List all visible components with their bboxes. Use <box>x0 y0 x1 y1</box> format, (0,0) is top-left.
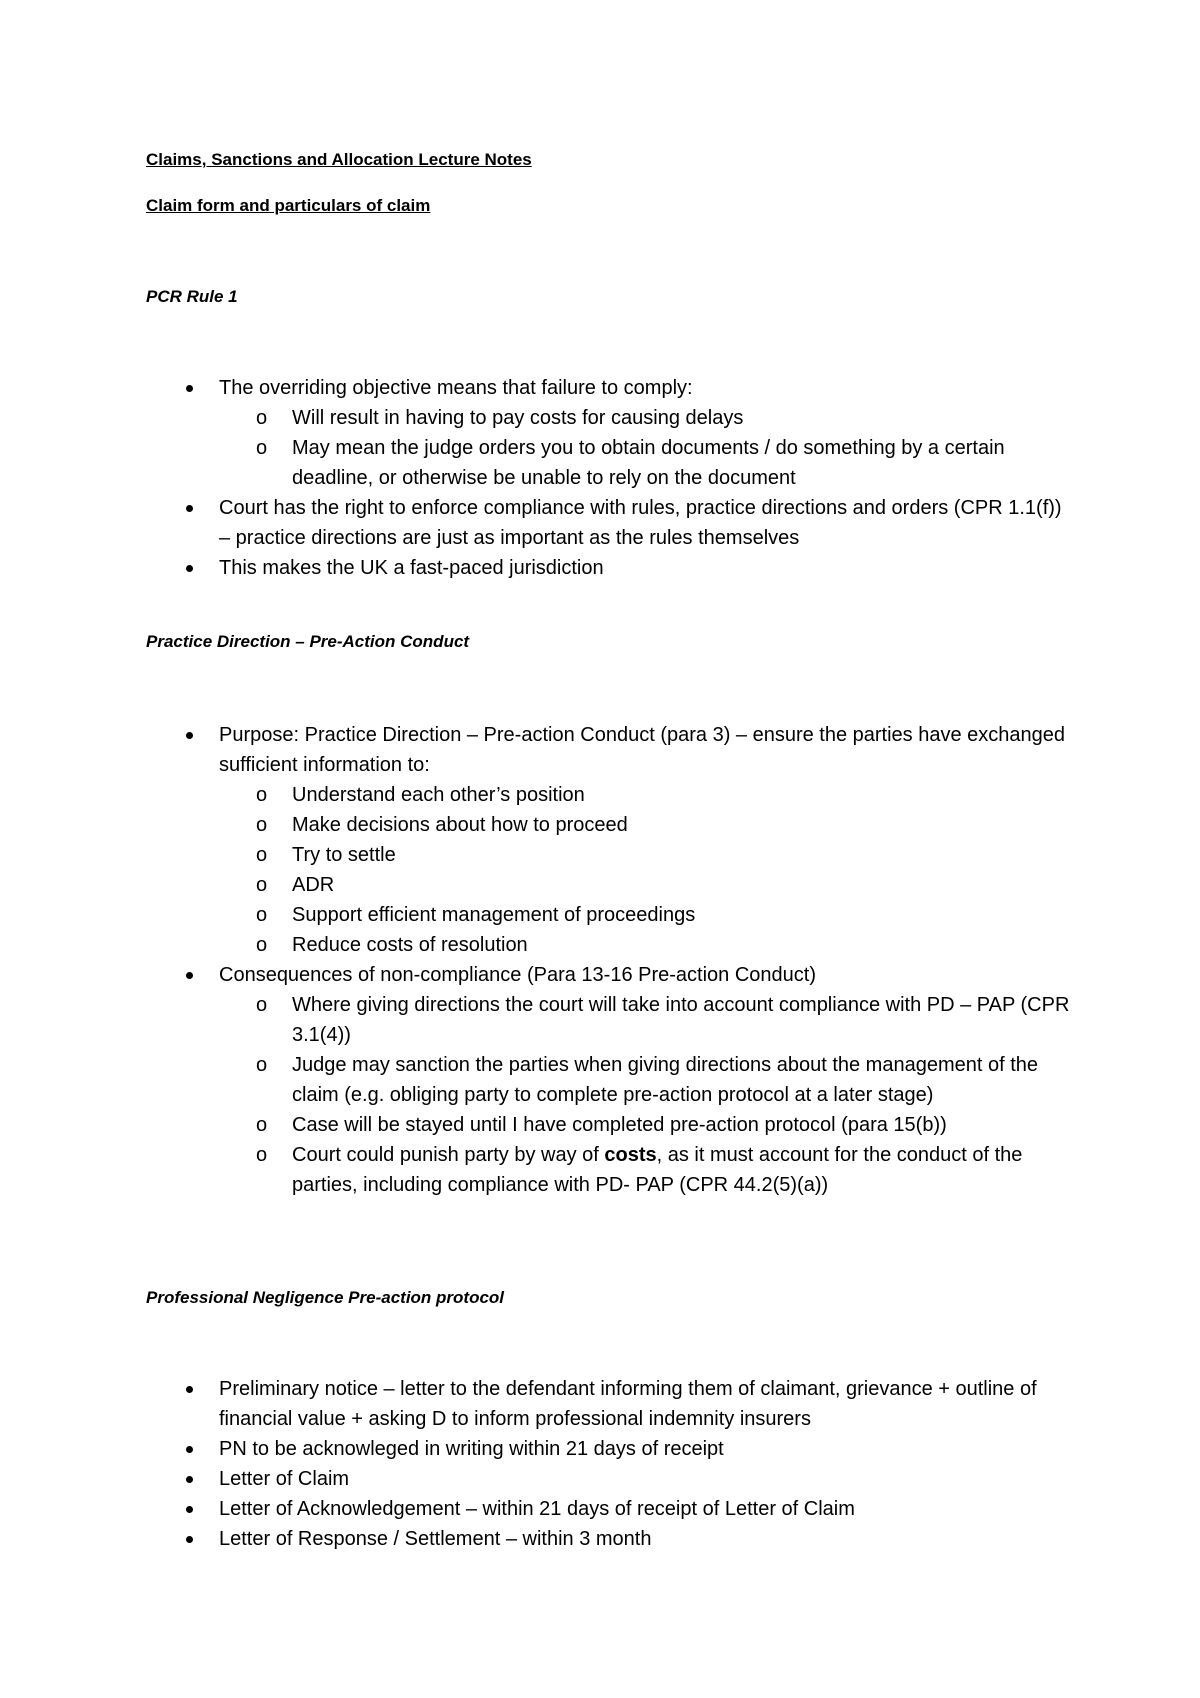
sub-list-item <box>0 433 1200 493</box>
circle-bullet-icon: o <box>256 994 268 1016</box>
bullet-list-pcr-rule-1 <box>0 373 1200 583</box>
section-heading-professional-negligence: Professional Negligence Pre-action protocol <box>146 1288 505 1307</box>
circle-bullet-icon: o <box>256 437 268 459</box>
circle-bullet-icon: o <box>256 407 268 429</box>
sub-list-item <box>0 403 1200 433</box>
section-heading-pcr-rule-1: PCR Rule 1 <box>146 287 238 306</box>
bullet-list-practice-direction <box>0 720 1200 1200</box>
list-item <box>0 720 1200 780</box>
circle-bullet-icon: o <box>256 814 268 836</box>
list-item-text: Court has the right to enforce compliance with rules, practice directions and orders (CPR 1.1(f)) – practice directions are just as important as the rules themselves <box>219 497 1062 549</box>
circle-bullet-icon: o <box>256 844 268 866</box>
list-item <box>0 493 1200 553</box>
circle-bullet-icon: o <box>256 1114 268 1136</box>
bullet-icon <box>186 1386 193 1393</box>
list-item-text: Letter of Claim <box>219 1468 350 1490</box>
circle-bullet-icon: o <box>256 1054 268 1076</box>
sub-list-item <box>0 900 1200 930</box>
circle-bullet-icon: o <box>256 1144 268 1166</box>
list-item-text: Preliminary notice – letter to the defendant informing them of claimant, grievance + outline of financial value + asking D to inform professional indemnity insurers <box>219 1378 1037 1430</box>
list-item-text: This makes the UK a fast-paced jurisdiction <box>219 557 604 579</box>
circle-bullet-icon: o <box>256 904 268 926</box>
sub-list-item <box>0 870 1200 900</box>
sub-list-item-text: Will result in having to pay costs for causing delays <box>292 407 744 429</box>
list-item-text: The overriding objective means that failure to comply: <box>219 377 693 399</box>
sub-list-item-text: Understand each other’s position <box>292 784 585 806</box>
sub-list-item <box>0 1050 1200 1110</box>
sub-list-item-text: Case will be stayed until I have completed pre-action protocol (para 15(b)) <box>292 1114 947 1136</box>
list-item <box>0 1464 1200 1494</box>
list-item-text: Letter of Acknowledgement – within 21 days of receipt of Letter of Claim <box>219 1498 855 1520</box>
list-item <box>0 553 1200 583</box>
sub-list-item-text: Where giving directions the court will take into account compliance with PD – PAP (CPR 3.1(4)) <box>292 994 1070 1046</box>
list-item <box>0 960 1200 990</box>
bullet-icon <box>186 385 193 392</box>
sub-list-item <box>0 840 1200 870</box>
bullet-icon <box>186 1476 193 1483</box>
circle-bullet-icon: o <box>256 874 268 896</box>
list-item-text: Consequences of non-compliance (Para 13-16 Pre-action Conduct) <box>219 964 817 986</box>
bullet-list-professional-negligence <box>0 1374 1200 1554</box>
bullet-icon <box>186 1536 193 1543</box>
sub-list-item-text: Support efficient management of proceedings <box>292 904 696 926</box>
sub-list-item <box>0 930 1200 960</box>
list-item-text: Purpose: Practice Direction – Pre-action Conduct (para 3) – ensure the parties have exchanged sufficient information to: <box>219 724 1066 776</box>
sub-list-item <box>0 1140 1200 1200</box>
bullet-icon <box>186 565 193 572</box>
sub-list-item-text: Try to settle <box>292 844 396 866</box>
document-subtitle: Claim form and particulars of claim <box>146 196 431 215</box>
sub-list-item <box>0 810 1200 840</box>
sub-list-item-text: Make decisions about how to proceed <box>292 814 628 836</box>
section-heading-practice-direction: Practice Direction – Pre-Action Conduct <box>146 632 470 651</box>
bullet-icon <box>186 1446 193 1453</box>
sub-list-item-text-after: , as it must account for the conduct of the parties, including compliance with PD- PAP (CPR 44.2(5)(a)) <box>292 1144 1023 1196</box>
sub-list-item-text-before: Court could punish party by way of <box>292 1144 605 1166</box>
list-item <box>0 373 1200 403</box>
document-title: Claims, Sanctions and Allocation Lecture Notes <box>146 150 532 169</box>
circle-bullet-icon: o <box>256 784 268 806</box>
list-item <box>0 1374 1200 1434</box>
list-item <box>0 1494 1200 1524</box>
bullet-icon <box>186 505 193 512</box>
bullet-icon <box>186 972 193 979</box>
sub-list-item-text: Judge may sanction the parties when giving directions about the management of the claim (e.g. obliging party to complete pre-action protocol at a later stage) <box>292 1054 1039 1106</box>
sub-list-item <box>0 990 1200 1050</box>
circle-bullet-icon: o <box>256 934 268 956</box>
list-item <box>0 1524 1200 1554</box>
bullet-icon <box>186 1506 193 1513</box>
list-item-text: Letter of Response / Settlement – within 3 month <box>219 1528 652 1550</box>
sub-list-item-text: ADR <box>292 874 335 896</box>
sub-list-item <box>0 780 1200 810</box>
list-item <box>0 1434 1200 1464</box>
sub-list-item-text: May mean the judge orders you to obtain documents / do something by a certain deadline, or otherwise be unable to rely on the document <box>292 437 1005 489</box>
list-item-text: PN to be acknowleged in writing within 21 days of receipt <box>219 1438 724 1460</box>
bold-costs-text: costs <box>604 1144 657 1166</box>
sub-list-item-text: Reduce costs of resolution <box>292 934 528 956</box>
sub-list-item <box>0 1110 1200 1140</box>
bullet-icon <box>186 732 193 739</box>
